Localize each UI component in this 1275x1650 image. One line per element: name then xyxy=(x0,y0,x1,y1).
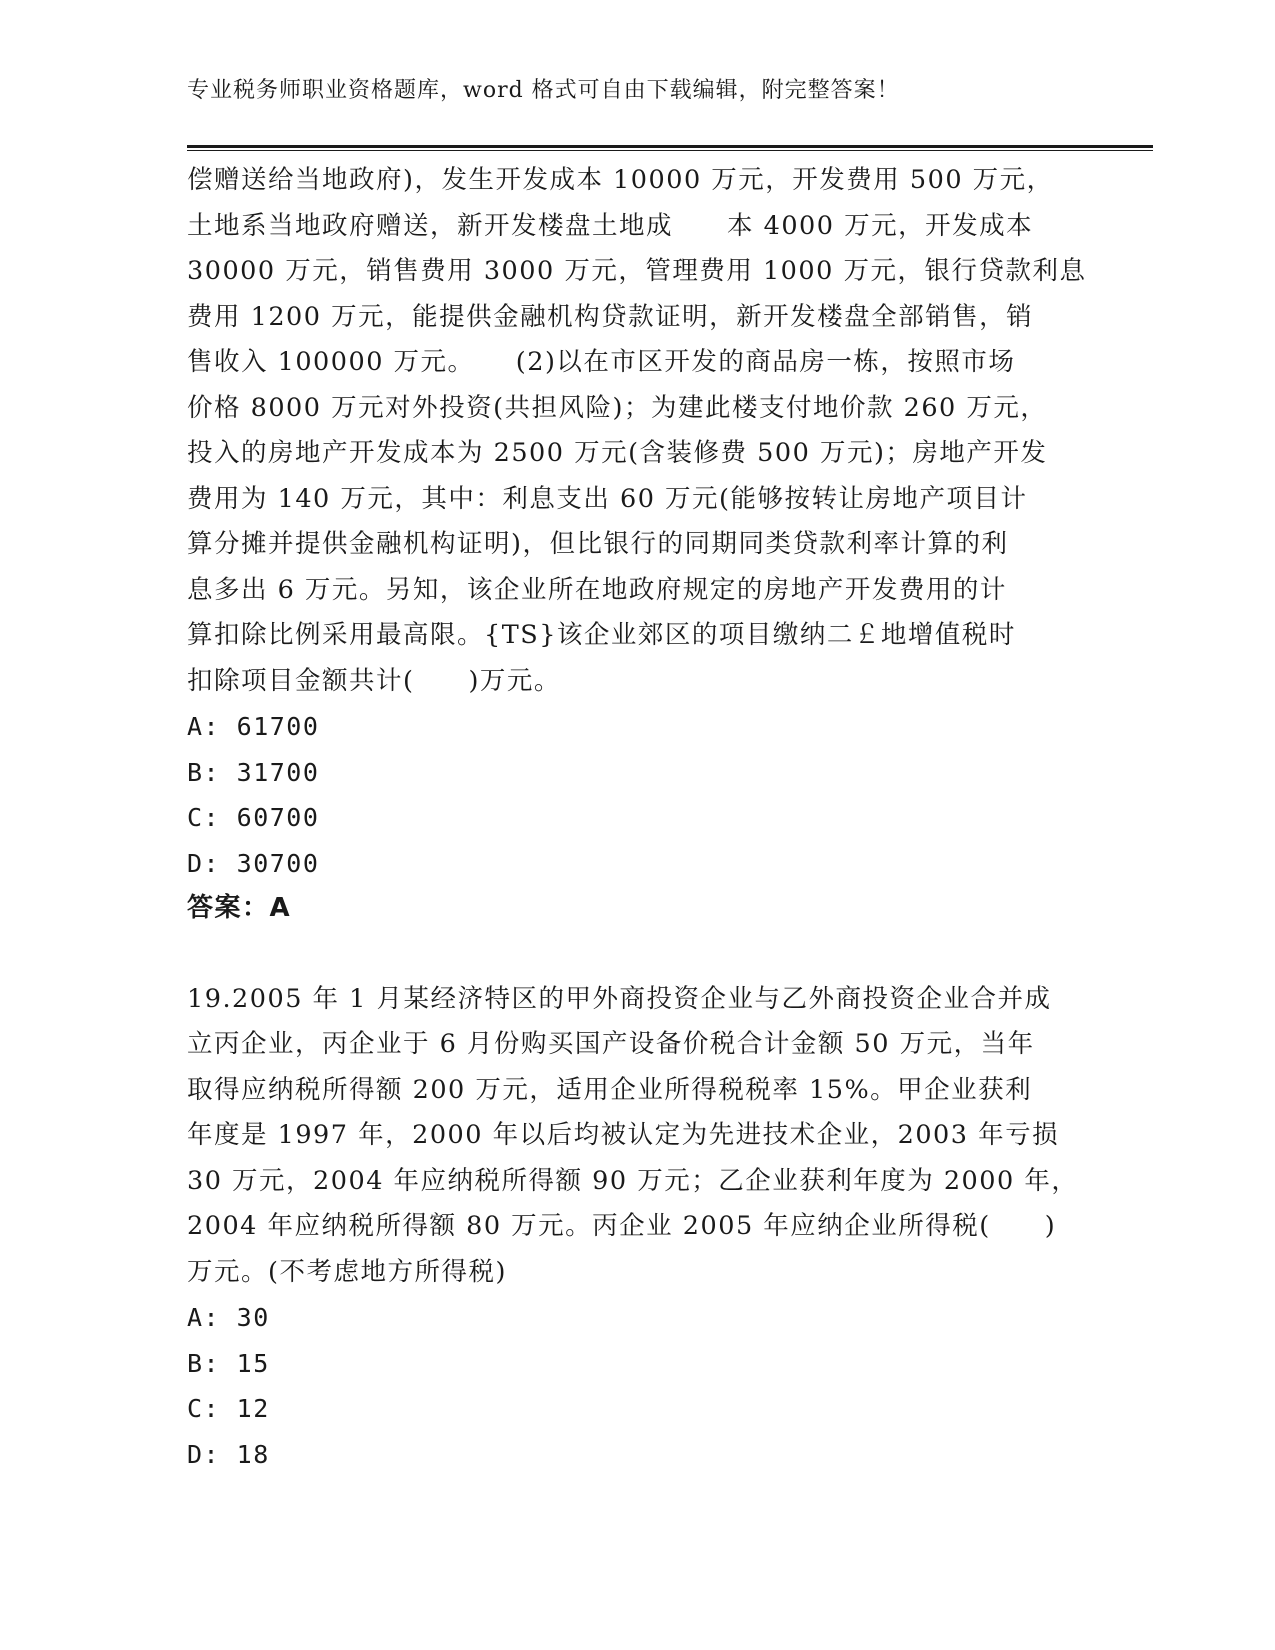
question-18-line: 扣除项目金额共计( )万元。 xyxy=(187,665,561,696)
option-d: D: 18 xyxy=(187,1439,270,1469)
question-19-line: 30 万元，2004 年应纳税所得额 90 万元；乙企业获利年度为 2000 年， xyxy=(187,1165,1079,1196)
question-19-line: 年度是 1997 年，2000 年以后均被认定为先进技术企业，2003 年亏损 xyxy=(187,1120,1060,1150)
question-18-line: 售收入 100000 万元。 (2)以在市区开发的商品房一栋，按照市场 xyxy=(187,347,1016,377)
header-rule-thin xyxy=(187,150,1153,151)
option-c: C: 60700 xyxy=(187,803,320,832)
question-18-line: 算扣除比例采用最高限。{TS}该企业郊区的项目缴纳二￡地增值税时 xyxy=(187,620,1016,650)
question-18-line: 土地系当地政府赠送，新开发楼盘土地成 本 4000 万元，开发成本 xyxy=(187,210,1034,241)
option-a: A: 61700 xyxy=(187,712,320,741)
header-rule-thick xyxy=(187,145,1153,148)
document-body xyxy=(187,158,1087,1477)
question-18-line: 费用 1200 万元，能提供金融机构贷款证明，新开发楼盘全部销售，销 xyxy=(187,301,1034,332)
option-b: B: 15 xyxy=(187,1348,270,1378)
question-18-line: 算分摊并提供金融机构证明)，但比银行的同期同类贷款利率计算的利 xyxy=(187,529,1009,559)
question-18-stem xyxy=(187,158,1087,704)
page-header: 专业税务师职业资格题库，word 格式可自由下载编辑，附完整答案！ xyxy=(187,78,900,103)
question-spacer xyxy=(187,932,1087,977)
question-19-line: 万元。(不考虑地方所得税) xyxy=(187,1256,507,1287)
question-19-line: 19.2005 年 1 月某经济特区的甲外商投资企业与乙外商投资企业合并成 xyxy=(187,983,1052,1014)
question-18-line: 价格 8000 万元对外投资(共担风险)；为建此楼支付地价款 260 万元， xyxy=(187,392,1048,423)
option-d: D: 30700 xyxy=(187,848,320,878)
question-18-answer: 答案：A xyxy=(187,893,292,923)
question-18-line: 息多出 6 万元。另知，该企业所在地政府规定的房地产开发费用的计 xyxy=(187,574,1007,605)
question-19-stem xyxy=(187,977,1087,1296)
question-18-line: 费用为 140 万元，其中：利息支出 60 万元(能够按转让房地产项目计 xyxy=(187,483,1028,514)
question-19-line: 立丙企业，丙企业于 6 月份购买国产设备价税合计金额 50 万元，当年 xyxy=(187,1029,1035,1059)
question-19-line: 2004 年应纳税所得额 80 万元。丙企业 2005 年应纳企业所得税( ) xyxy=(187,1211,1057,1241)
option-a: A: 30 xyxy=(187,1303,270,1332)
question-18-options xyxy=(187,704,1087,886)
question-19-line: 取得应纳税所得额 200 万元，适用企业所得税税率 15%。甲企业获利 xyxy=(187,1074,1033,1105)
question-18-line: 30000 万元，销售费用 3000 万元，管理费用 1000 万元，银行贷款利息 xyxy=(187,256,1087,286)
option-b: B: 31700 xyxy=(187,757,320,787)
question-18-line: 偿赠送给当地政府)，发生开发成本 10000 万元，开发费用 500 万元， xyxy=(187,165,1054,195)
option-c: C: 12 xyxy=(187,1394,270,1423)
question-19-options xyxy=(187,1295,1087,1477)
question-18-line: 投入的房地产开发成本为 2500 万元(含装修费 500 万元)；房地产开发 xyxy=(187,438,1048,468)
